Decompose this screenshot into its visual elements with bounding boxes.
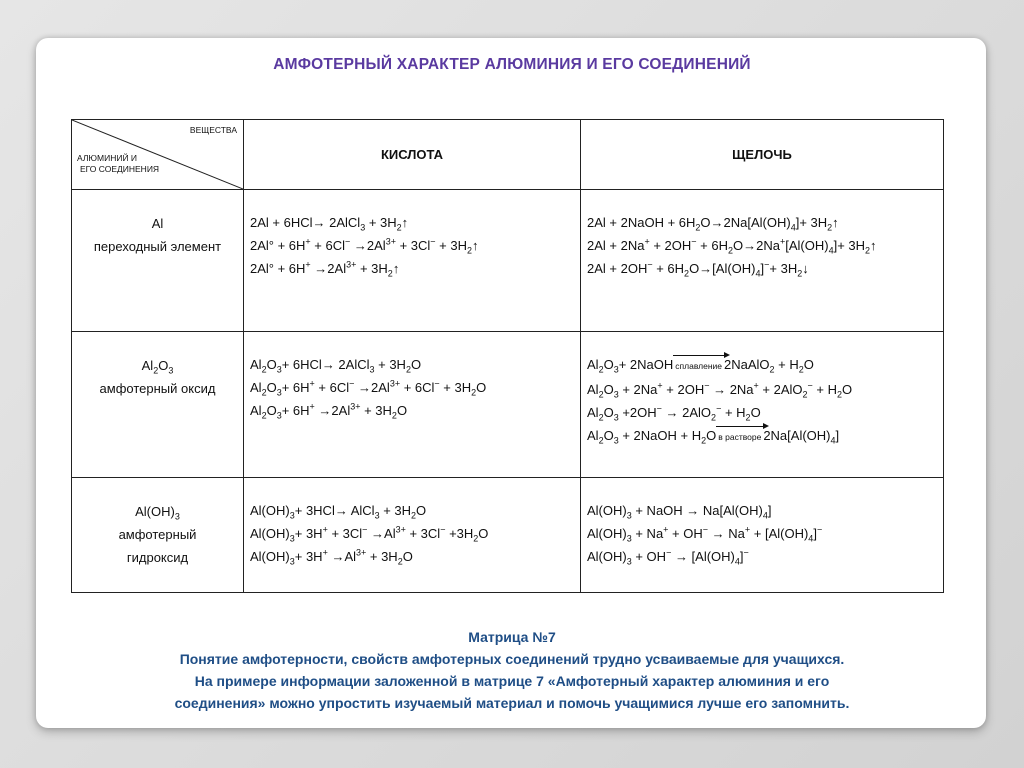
corner-header-cell <box>72 120 244 190</box>
substance-label: $Al(OH)_3$ <box>135 504 180 522</box>
footer-matrix-number: Матрица №7 <box>468 629 556 645</box>
alkali-reactions-cell <box>581 478 944 593</box>
substance-label: Al <box>151 216 164 231</box>
table-row-al <box>72 190 944 332</box>
acid-reactions-cell <box>244 332 581 478</box>
table-header-row <box>72 120 944 190</box>
reaction-equation: $Al(OH)_3 + Na^+ + OH^- \to Na^+ + [Al(OH)_4]^-$ <box>587 524 823 544</box>
footer-text-line: Понятие амфотерности, свойств амфотерных соединений трудно усваиваемые для учащихся. <box>179 651 845 667</box>
reaction-equation: $2Al^\circ + 6H^+ + 6Cl^- \to 2Al^{3+} + 3Cl^-$ + $3H_2↑$ <box>250 236 479 256</box>
footer-text-line: На примере информации заложенной в матрице 7 «Амфотерный характер алюминия и его <box>194 673 830 689</box>
reaction-equation: $Al_2O_3 + 2Na^+ + 2OH^- \to 2Na^+ + 2AlO_2^- + H_2O$ <box>587 380 853 400</box>
reaction-equation: $Al(OH)_3+ 3H^+ \to Al^{3+} + 3H_2O$ <box>250 547 413 567</box>
header-alkali: ЩЕЛОЧЬ <box>581 120 944 190</box>
substance-label: амфотерный оксид <box>99 381 216 396</box>
footer-text-line: соединения» можно упростить изучаемый материал и помочь учащимися лучше его запомнить. <box>174 695 850 711</box>
reaction-equation: $2Al + 2Na^+ + 2OH^- + 6H_2O\to 2Na^+[Al(OH)_4]+$ $3H_2↑$ <box>587 236 877 256</box>
substance-label: переходный элемент <box>93 239 222 254</box>
corner-label-aluminium <box>77 153 159 175</box>
substance-cell <box>72 190 244 332</box>
substance-cell <box>72 478 244 593</box>
reaction-equation: $Al_2O_3+ 6H^+ \to 2Al^{3+} + 3H_2O$ <box>250 401 408 421</box>
reaction-equation: $2Al^\circ + 6H^+ \to 2Al^{3+}$ + $3H_2↑$ <box>250 259 400 279</box>
substance-label: гидроксид <box>126 550 189 565</box>
reaction-equation: $Al_2O_3+$ 2NaOH сплавление 2NaAlO$_2$ + $H_2O$ <box>587 353 937 378</box>
footer-caption <box>0 626 1024 714</box>
amphoteric-matrix-table <box>71 119 944 593</box>
reaction-equation: $Al_2O_3 +2OH^- \to 2AlO_2^- + H_2O$ <box>587 403 761 423</box>
corner-label-line-1: АЛЮМИНИЙ И <box>77 153 138 163</box>
reaction-equation: $Al(OH)_3+ 3HCl\to$ AlCl$_3$ + $3H_2O$ <box>250 503 427 521</box>
substance-cell <box>72 332 244 478</box>
table-row-aloh3 <box>72 478 944 593</box>
reaction-equation: $Al_2O_3$ + 2NaOH + $H_2O$ в растворе $2Na[Al(OH)_4]$ <box>587 424 937 449</box>
reaction-equation: 2Al + 2NaOH + $6H_2O\to 2Na[Al(OH)_4]+$ $3H_2↑$ <box>587 215 839 233</box>
reaction-equation: $2Al + 2OH^- + 6H_2O\to[Al(OH)_4]^-+$ $3H_2↓$ <box>587 259 809 279</box>
substance-label: $Al_2O_3$ <box>141 358 174 376</box>
reaction-equation: $Al(OH)_3+ 3H^+ + 3Cl^- \to Al^{3+} + 3Cl^- +3H_2O$ <box>250 524 489 544</box>
corner-label-line-2: ЕГО СОЕДИНЕНИЯ <box>80 164 160 174</box>
alkali-reactions-cell <box>581 190 944 332</box>
alkali-reactions-cell <box>581 332 944 478</box>
reaction-equation: $Al(OH)_3 + OH^- \to [Al(OH)_4]^-$ <box>587 547 749 567</box>
reaction-equation: $Al_2O_3+ 6H^+ + 6Cl^- \to 2Al^{3+} + 6Cl^- + 3H_2O$ <box>250 378 487 398</box>
reaction-equation: 2Al + 6HCl→ 2AlCl$_3$ + $3H_2↑$ <box>250 215 409 233</box>
reaction-equation: $Al_2O_3+ 6HCl\to$ 2AlCl$_3$ + $3H_2O$ <box>250 357 422 375</box>
slide-title: АМФОТЕРНЫЙ ХАРАКТЕР АЛЮМИНИЯ И ЕГО СОЕДИНЕНИЙ <box>273 56 751 73</box>
substance-label: амфотерный <box>118 527 197 542</box>
table-row-al2o3 <box>72 332 944 478</box>
acid-reactions-cell <box>244 190 581 332</box>
acid-reactions-cell <box>244 478 581 593</box>
corner-label-substances: ВЕЩЕСТВА <box>189 125 237 135</box>
reaction-equation: $Al(OH)_3$ + NaOH → $Na[Al(OH)_4]$ <box>587 503 772 521</box>
header-acid: КИСЛОТА <box>244 120 581 190</box>
